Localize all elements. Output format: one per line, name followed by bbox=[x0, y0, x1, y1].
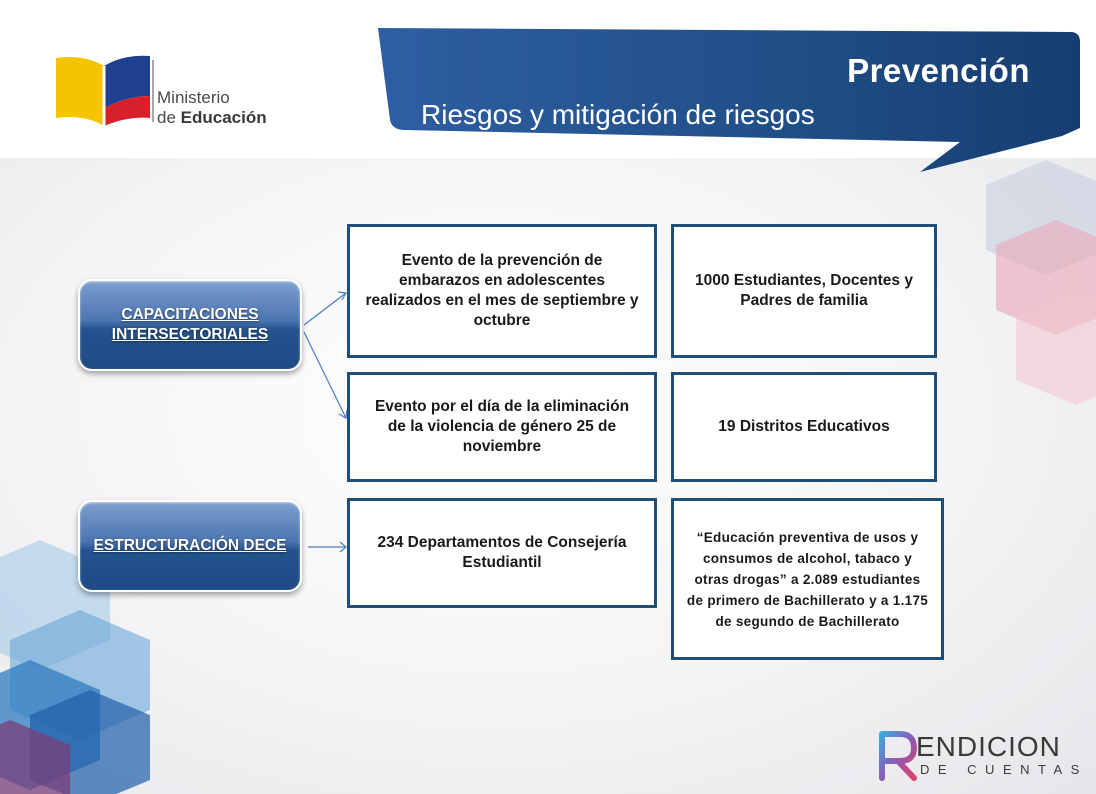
rendicion-logo-word: ENDICION bbox=[916, 731, 1061, 762]
box-departamentos-consejeria: 234 Departamentos de Consejería Estudiantil bbox=[347, 498, 657, 608]
estructuracion-dece-button[interactable]: ESTRUCTURACIÓN DECE bbox=[78, 500, 302, 592]
rendicion-logo-subtitle: DE CUENTAS bbox=[920, 762, 1088, 777]
box-estudiantes-docentes: 1000 Estudiantes, Docentes y Padres de familia bbox=[671, 224, 937, 358]
arrow-to-embarazo bbox=[304, 293, 346, 325]
page-subtitle: Riesgos y mitigación de riesgos bbox=[421, 99, 815, 130]
logo-line2: de Educación bbox=[157, 108, 267, 127]
box-distritos-educativos: 19 Distritos Educativos bbox=[671, 372, 937, 482]
box-evento-violencia-genero: Evento por el día de la eliminación de la violencia de género 25 de noviembre bbox=[347, 372, 657, 482]
box-educacion-preventiva: “Educación preventiva de usos y consumos de alcohol, tabaco y otras drogas” a 2.089 estudiantes de primero de Bachillerato y a 1.175 de segundo de Bachillerato bbox=[671, 498, 944, 660]
page-title: Prevención bbox=[847, 52, 1030, 89]
capacitaciones-intersectoriales-button[interactable]: CAPACITACIONES INTERSECTORIALES bbox=[78, 279, 302, 371]
arrow-to-violencia bbox=[304, 332, 346, 418]
box-evento-prevencion-embarazo: Evento de la prevención de embarazos en adolescentes realizados en el mes de septiembre y octubre bbox=[347, 224, 657, 358]
logo-line1: Ministerio bbox=[157, 88, 230, 107]
